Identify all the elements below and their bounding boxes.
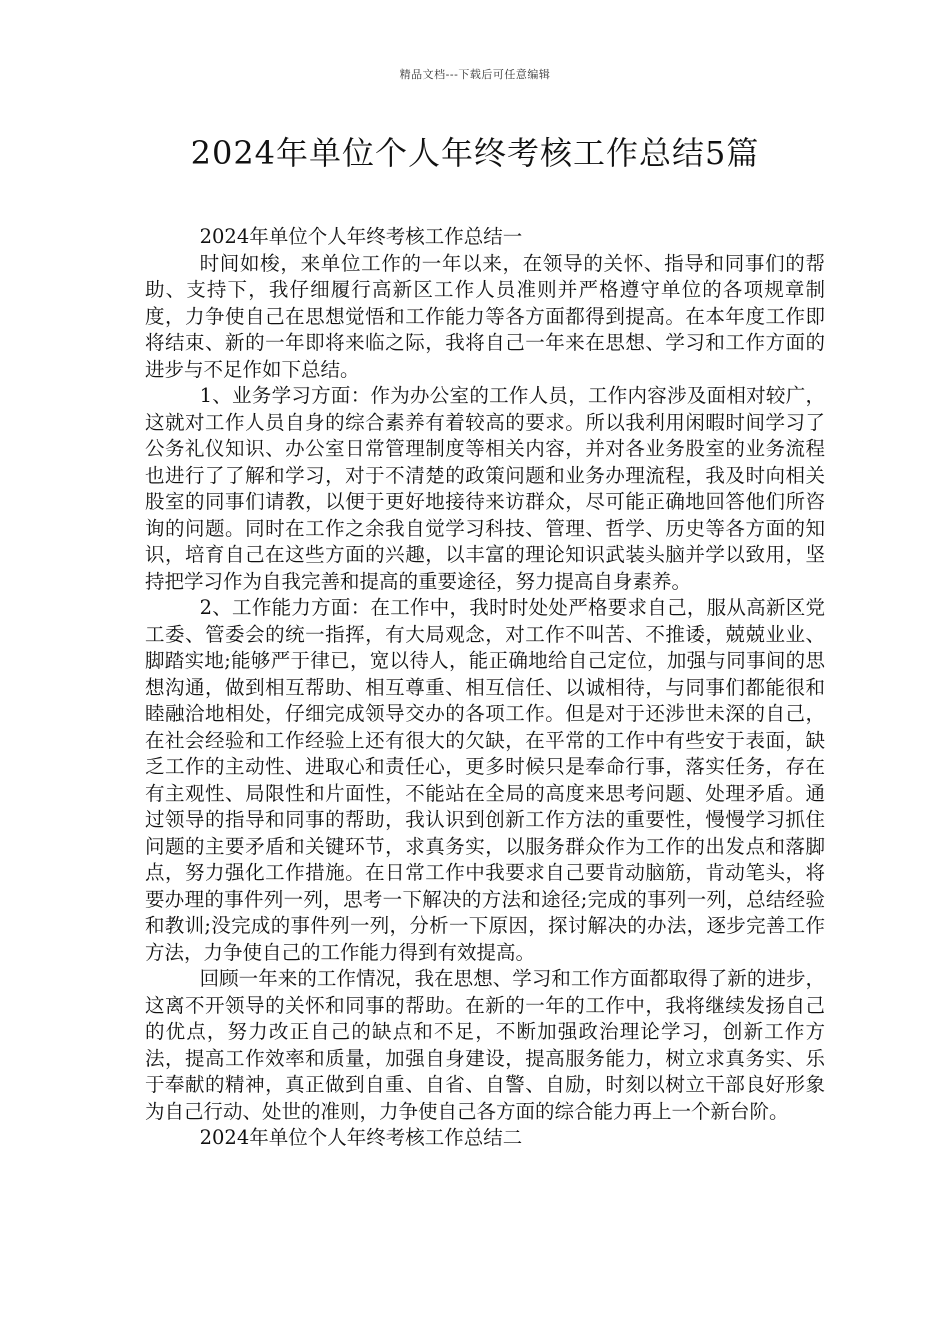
body-paragraph: 回顾一年来的工作情况，我在思想、学习和工作方面都取得了新的进步，这离不开领导的关怀和同事的帮助。在新的一年的工作中，我将继续发扬自己的优点，努力改正自己的缺点和不足，不断加强政治理论学习，创新工作方法，提高工作效率和质量，加强自身建设，提高服务能力，树立求真务实、乐于奉献的精神，真正做到自重、自省、自警、自励，时刻以树立干部良好形象为自己行动、处世的准则，力争使自己各方面的综合能力再上一个新台阶。 [145,967,825,1123]
section-heading-one: 2024年单位个人年终考核工作总结一 [199,225,523,248]
document-body [145,224,825,1152]
document-title: 2024年单位个人年终考核工作总结5篇 [190,134,760,172]
body-paragraph: 1、业务学习方面：作为办公室的工作人员，工作内容涉及面相对较广，这就对工作人员自身的综合素养有着较高的要求。所以我利用闲暇时间学习了公务礼仪知识、办公室日常管理制度等相关内容，并对各业务股室的业务流程也进行了了解和学习，对于不清楚的政策问题和业务办理流程，我及时向相关股室的同事们请教，以便于更好地接待来访群众，尽可能正确地回答他们所咨询的问题。同时在工作之余我自觉学习科技、管理、哲学、历史等各方面的知识，培育自己在这些方面的兴趣，以丰富的理论知识武装头脑并学以致用，坚持把学习作为自我完善和提高的重要途径，努力提高自身素养。 [145,384,825,593]
body-paragraph: 2、工作能力方面：在工作中，我时时处处严格要求自己，服从高新区党工委、管委会的统一指挥，有大局观念，对工作不叫苦、不推诿，兢兢业业、脚踏实地;能够严于律已，宽以待人，能正确地给自己定位，加强与同事间的思想沟通，做到相互帮助、相互尊重、相互信任、以诚相待，与同事们都能很和睦融洽地相处，仔细完成领导交办的各项工作。但是对于还涉世未深的自己，在社会经验和工作经验上还有很大的欠缺，在平常的工作中有些安于表面，缺乏工作的主动性、进取心和责任心，更多时候只是奉命行事，落实任务，存在有主观性、局限性和片面性，不能站在全局的高度来思考问题、处理矛盾。通过领导的指导和同事的帮助，我认识到创新工作方法的重要性，慢慢学习抓住问题的主要矛盾和关键环节，求真务实，以服务群众作为工作的出发点和落脚点，努力强化工作措施。在日常工作中我要求自己要肯动脑筋，肯动笔头，将要办理的事件列一列，思考一下解决的方法和途径;完成的事列一列，总结经验和教训;没完成的事件列一列，分析一下原因，探讨解决的办法，逐步完善工作方法，力争使自己的工作能力得到有效提高。 [145,596,825,964]
section-heading-two: 2024年单位个人年终考核工作总结二 [199,1126,523,1149]
body-paragraph: 时间如梭，来单位工作的一年以来，在领导的关怀、指导和同事们的帮助、支持下，我仔细履行高新区工作人员准则并严格遵守单位的各项规章制度，力争使自己在思想觉悟和工作能力等各方面都得到提高。在本年度工作即将结束、新的一年即将来临之际，我将自己一年来在思想、学习和工作方面的进步与不足作如下总结。 [145,251,825,381]
header-note: 精品文档---下载后可任意编辑 [399,68,551,81]
